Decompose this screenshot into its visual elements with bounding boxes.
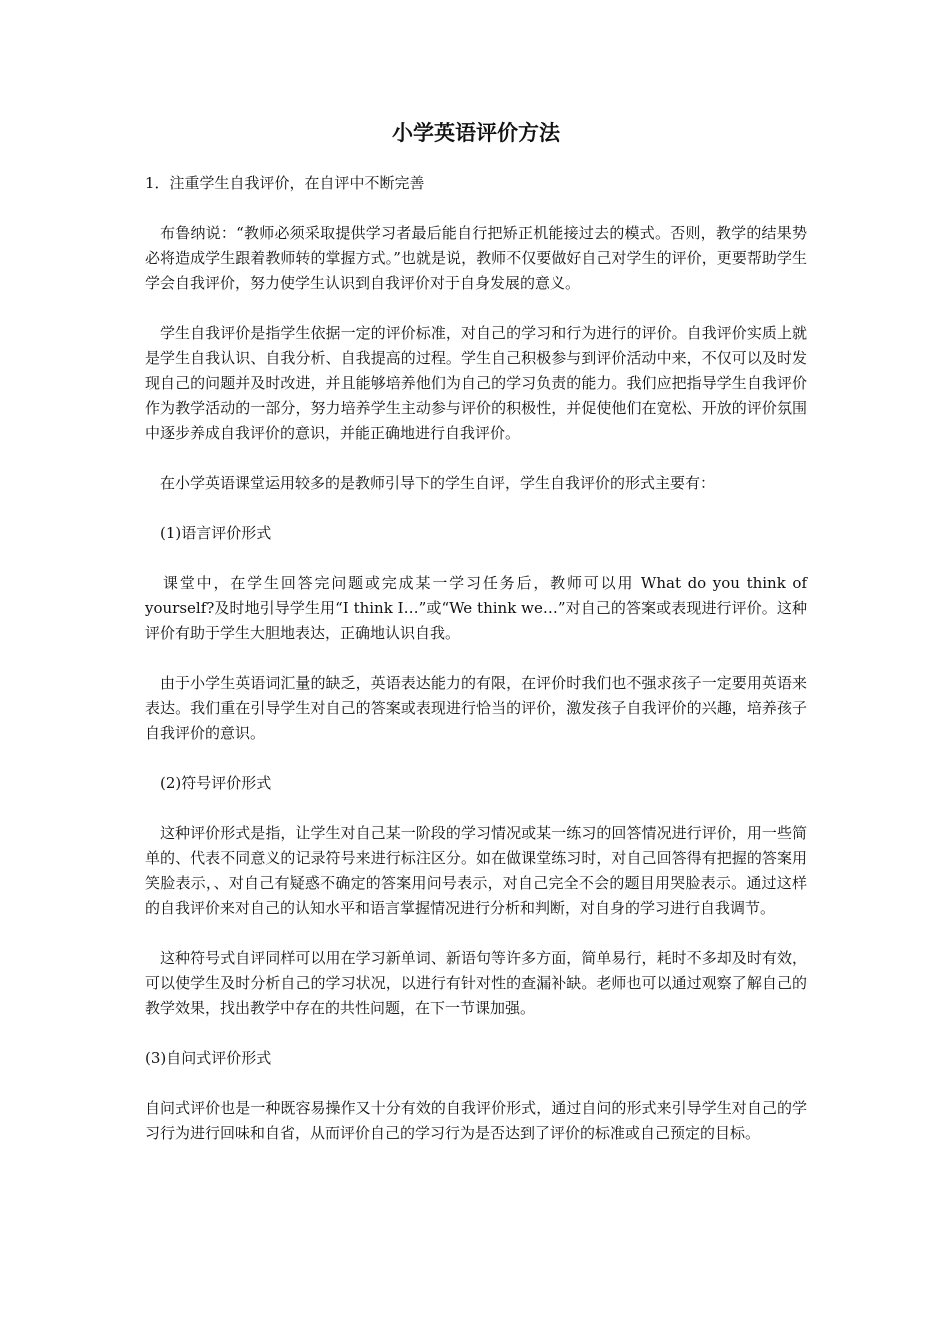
paragraph-self-evaluation-definition: 学生自我评价是指学生依据一定的评价标准，对自己的学习和行为进行的评价。自我评价实质上就是学生自我认识、自我分析、自我提高的过程。学生自己积极参与到评价活动中来，不仅可以及时发现自己的问题并及时改进，并且能够培养他们为自己的学习负责的能力。我们应把指导学生自我评价作为教学活动的一部分，努力培养学生主动参与评价的积极性，并促使他们在宽松、开放的评价氛围中逐步养成自我评价的意识，并能正确地进行自我评价。 — [145, 324, 807, 442]
paragraph-vocabulary-limits: 由于小学生英语词汇量的缺乏，英语表达能力的有限，在评价时我们也不强求孩子一定要用英语来表达。我们重在引导学生对自己的答案或表现进行恰当的评价，激发孩子自我评价的兴趣，培养孩子自我评价的意识。 — [145, 674, 807, 742]
subheading-symbol-evaluation: (2)符号评价形式 — [160, 774, 272, 792]
paragraph-language-evaluation: 课堂中，在学生回答完问题或完成某一学习任务后，教师可以用 What do you think of yourself?及时地引导学生用“I think I…”或“We think we…”对自己的答案或表现进行评价。这种评价有助于学生大胆地表达，正确地认识自我。 — [145, 574, 807, 642]
paragraph-self-questioning-evaluation: 自问式评价也是一种既容易操作又十分有效的自我评价形式，通过自问的形式来引导学生对自己的学习行为进行回味和自省，从而评价自己的学习行为是否达到了评价的标准或自己预定的目标。 — [145, 1099, 807, 1142]
paragraph-bruner-quote: 布鲁纳说：“教师必须采取提供学习者最后能自行把矫正机能接过去的模式。否则，教学的结果势必将造成学生跟着教师转的掌握方式。”也就是说，教师不仅要做好自己对学生的评价，更要帮助学生学会自我评价，努力使学生认识到自我评价对于自身发展的意义。 — [145, 224, 807, 292]
section-heading-self-evaluation: 1．注重学生自我评价，在自评中不断完善 — [145, 174, 425, 192]
subheading-language-evaluation: (1)语言评价形式 — [160, 524, 272, 542]
paragraph-forms-intro: 在小学英语课堂运用较多的是教师引导下的学生自评，学生自我评价的形式主要有： — [160, 474, 716, 492]
document-page — [145, 118, 807, 1171]
paragraph-symbol-usage: 这种符号式自评同样可以用在学习新单词、新语句等许多方面，简单易行，耗时不多却及时有效，可以使学生及时分析自己的学习状况，以进行有针对性的查漏补缺。老师也可以通过观察了解自己的教学效果，找出教学中存在的共性问题，在下一节课加强。 — [145, 949, 807, 1017]
paragraph-symbol-evaluation: 这种评价形式是指，让学生对自己某一阶段的学习情况或某一练习的回答情况进行评价，用一些简单的、代表不同意义的记录符号来进行标注区分。如在做课堂练习时，对自己回答得有把握的答案用笑脸表示，、对自己有疑惑不确定的答案用问号表示，对自己完全不会的题目用哭脸表示。通过这样的自我评价来对自己的认知水平和语言掌握情况进行分析和判断，对自身的学习进行自我调节。 — [145, 824, 807, 917]
document-title: 小学英语评价方法 — [392, 120, 560, 145]
subheading-self-questioning-evaluation: (3)自问式评价形式 — [145, 1049, 272, 1067]
